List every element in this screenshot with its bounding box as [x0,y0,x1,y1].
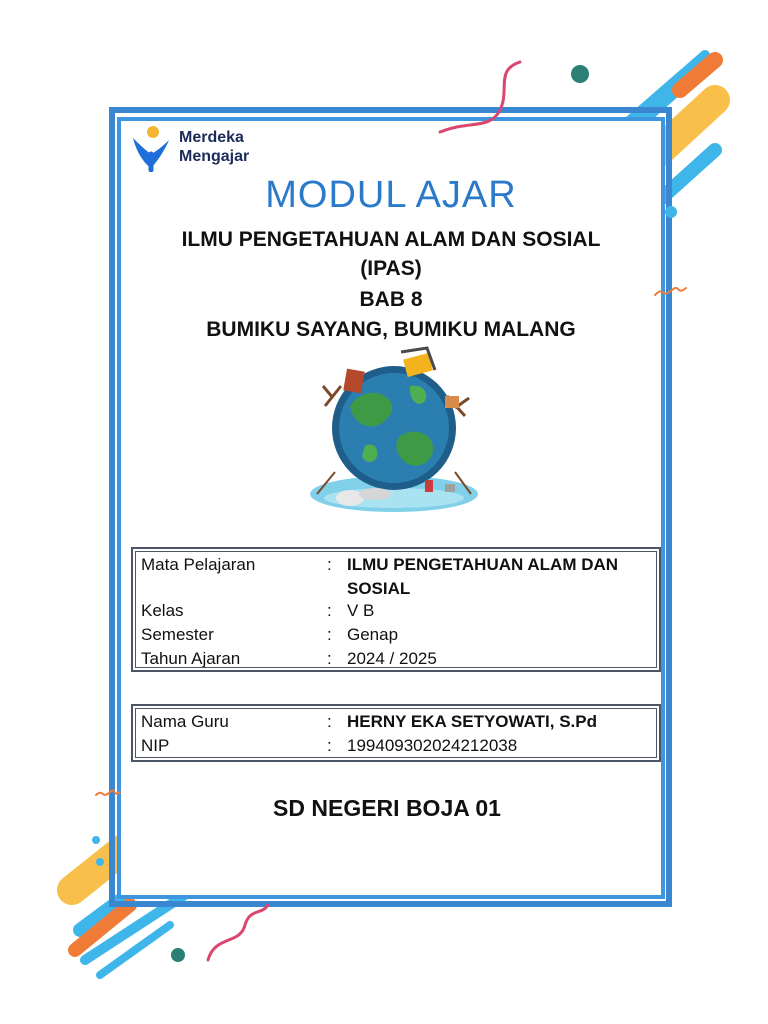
logo-text [179,128,249,166]
logo-line-2: Mengajar [179,148,250,165]
teacher-colon: : [327,736,332,755]
teacher-colon: : [327,712,332,731]
logo-line-1: Merdeka [179,129,244,146]
teacher-row-nip [137,734,655,758]
subject-line-2: (IPAS) [360,257,422,280]
info-value: Genap [347,625,399,644]
info-label: Mata Pelajaran [141,555,256,574]
stripe-orange-top [680,60,715,90]
merdeka-mengajar-logo [131,124,311,174]
info-value: 2024 / 2025 [347,649,437,668]
teacher-info-box [131,704,661,762]
info-label: Semester [141,625,214,644]
school-name: SD NEGERI BOJA 01 [273,795,501,821]
teacher-value: HERNY EKA SETYOWATI, S.Pd [347,712,597,731]
info-row-subject [137,553,655,599]
info-label: Kelas [141,601,184,620]
subject-line-1: ILMU PENGETAHUAN ALAM DAN SOSIAL [181,228,601,251]
info-row-semester [137,623,655,647]
info-colon: : [327,601,332,620]
polluted-earth-illustration [305,346,483,514]
teacher-label: NIP [141,736,170,755]
info-row-year [137,647,655,671]
teacher-value: 199409302024212038 [347,736,518,755]
info-colon: : [327,625,332,644]
page-title: MODUL AJAR [265,174,517,216]
info-row-class [137,599,655,623]
subject-info-box [131,547,661,672]
info-value: ILMU PENGETAHUAN ALAM DAN SOSIAL [347,555,619,598]
chapter-number: BAB 8 [359,288,423,311]
info-colon: : [327,555,332,574]
info-colon: : [327,649,332,668]
merdeka-mengajar-logo-icon [131,124,171,172]
info-label: Tahun Ajaran [141,649,241,668]
teacher-row-name [137,710,655,734]
info-value: V B [347,601,375,620]
chapter-title: BUMIKU SAYANG, BUMIKU MALANG [206,318,576,341]
teacher-label: Nama Guru [141,712,229,731]
